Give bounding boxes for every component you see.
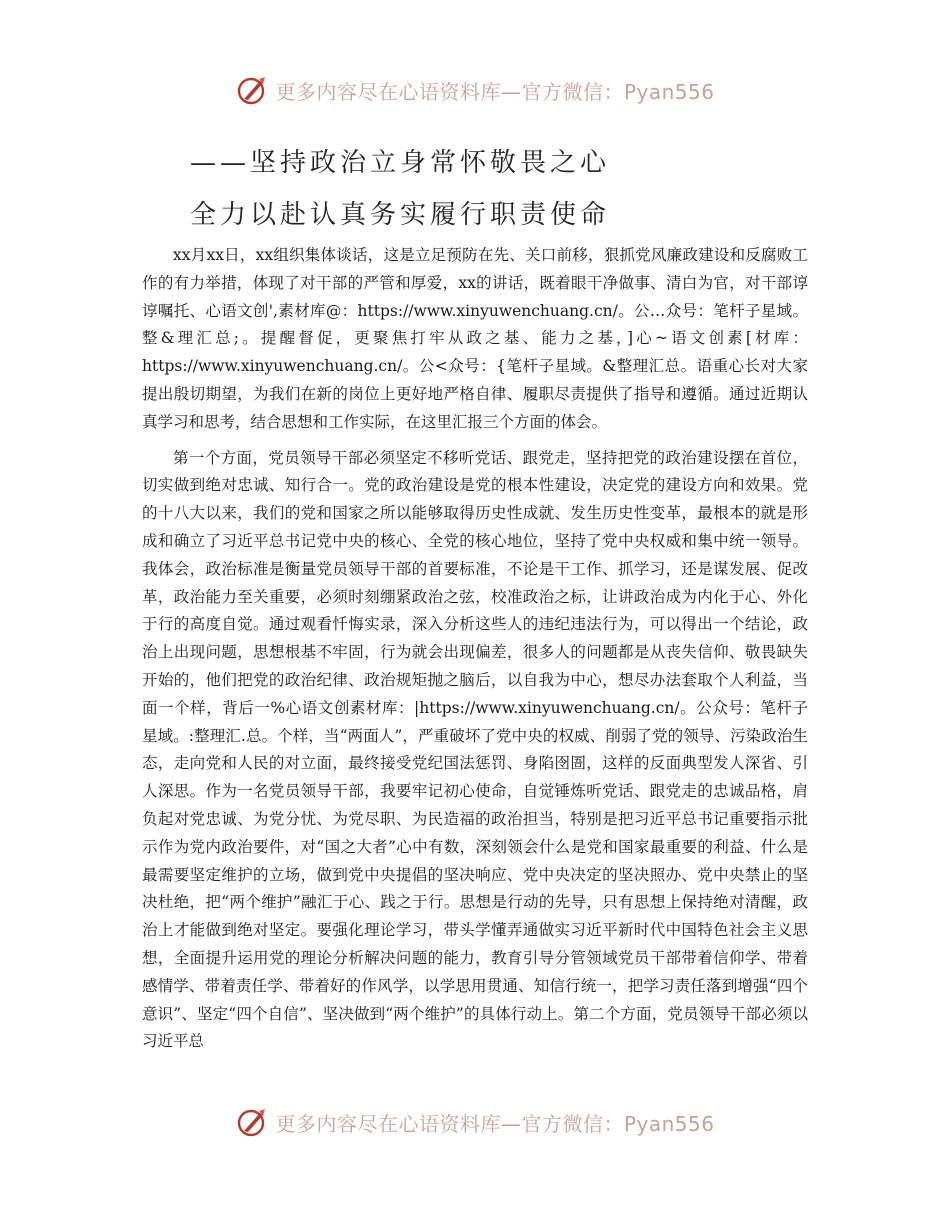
quill-logo-icon — [235, 73, 269, 107]
title-line-2: 全力以赴认真务实履行职责使命 — [190, 200, 611, 230]
banner-text: 更多内容尽在心语资料库—官方微信：Pyan556 — [275, 1111, 715, 1136]
document-body — [142, 242, 808, 1064]
title-line-1: ——坚持政治立身常怀敬畏之心 — [190, 148, 611, 178]
footer-banner — [0, 1102, 950, 1142]
header-banner — [0, 70, 950, 110]
paragraph-1: xx月xx日，xx组织集体谈话，这是立足预防在先、关口前移，狠抓党风廉政建设和反腐败工作的有力举措，体现了对干部的严管和厚爱，xx的讲话，既着眼干净做事、清白为官，对干部谆谆嘱托、心语文创',素材库@：https://www.xinyuwenchuang.cn/。公…众号：笔杆子星域。整&理汇总;。提醒督促，更聚焦打牢从政之基、能力之基，]心~语文创素[材库：https://www.xinyuwenchuang.cn/。公<众号：{笔杆子星域。&整理汇总。语重心长对大家提出殷切期望，为我们在新的岗位上更好地严格自律、履职尽责提供了指导和遵循。通过近期认真学习和思考，结合思想和工作实际，在这里汇报三个方面的体会。 — [142, 246, 808, 431]
quill-logo-icon — [235, 1105, 269, 1139]
banner-text: 更多内容尽在心语资料库—官方微信：Pyan556 — [275, 79, 715, 104]
paragraph-2: 第一个方面，党员领导干部必须坚定不移听党话、跟党走，坚持把党的政治建设摆在首位，切实做到绝对忠诚、知行合一。党的政治建设是党的根本性建设，决定党的建设方向和效果。党的十八大以来，我们的党和国家之所以能够取得历史性成就、发生历史性变革，最根本的就是形成和确立了习近平总书记党中央的核心、全党的核心地位，坚持了党中央权威和集中统一领导。我体会，政治标准是衡量党员领导干部的首要标准，不论是干工作、抓学习，还是谋发展、促改革，政治能力至关重要，必须时刻绷紧政治之弦，校准政治之标，让讲政治成为内化于心、外化于行的高度自觉。通过观看忏悔实录，深入分析这些人的违纪违法行为，可以得出一个结论，政治上出现问题，思想根基不牢固，行为就会出现偏差，很多人的问题都是从丧失信仰、敬畏缺失开始的，他们把党的政治纪律、政治规矩抛之脑后，以自我为中心，想尽办法套取个人利益，当面一个样，背后一%心语文创素材库：|https://www.xinyuwenchuang.cn/。公众号：笔杆子星域。:整理汇.总。个样，当“两面人”，严重破坏了党中央的权威、削弱了党的领导、污染政治生态，走向党和人民的对立面，最终接受党纪国法惩罚、身陷囹圄，这样的反面典型发人深省、引人深思。作为一名党员领导干部，我要牢记初心使命，自觉锤炼听党话、跟党走的忠诚品格，肩负起对党忠诚、为党分忧、为党尽职、为民造福的政治担当，特别是把习近平总书记重要指示批示作为党内政治要件，对“国之大者”心中有数，深刻领会什么是党和国家最重要的利益、什么是最需要坚定维护的立场，做到党中央提倡的坚决响应、党中央决定的坚决照办、党中央禁止的坚决杜绝，把“两个维护”融汇于心、践之于行。思想是行动的先导，只有思想上保持绝对清醒，政治上才能做到绝对坚定。要强化理论学习，带头学懂弄通做实习近平新时代中国特色社会主义思想，全面提升运用党的理论分析解决问题的能力，教育引导分管领域党员干部带着信仰学、带着感情学、带着责任学、带着好的作风学，以学思用贯通、知信行统一，把学习责任落到增强“四个意识”、坚定“四个自信”、坚决做到“两个维护”的具体行动上。第二个方面，党员领导干部必须以习近平总 — [142, 448, 808, 1051]
